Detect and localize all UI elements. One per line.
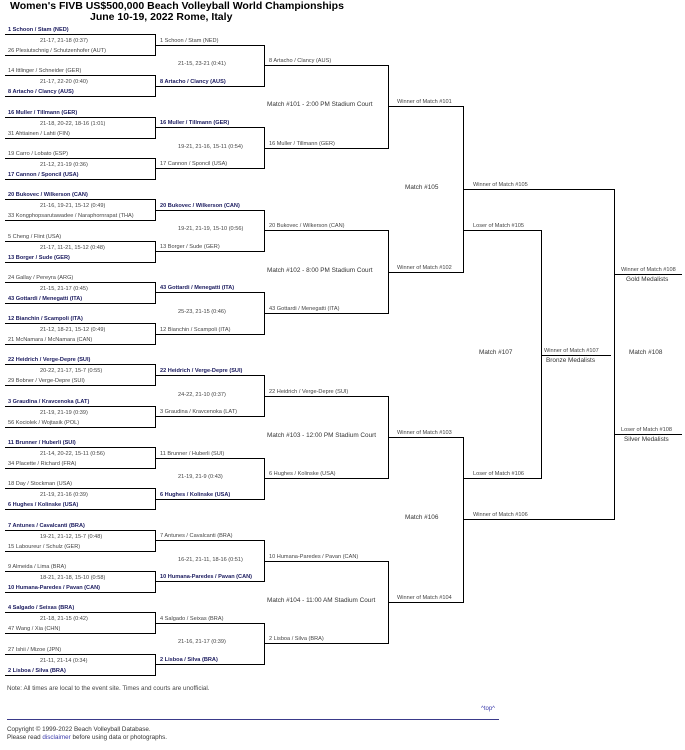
match-line-bottom — [155, 416, 264, 417]
match-line-top — [5, 447, 155, 448]
match-info: Match #104 - 11:00 AM Stadium Court — [267, 597, 376, 605]
team-entry: 12 Bianchin / Scampoli (ITA) — [160, 326, 231, 333]
team-entry: 22 Heidrich / Verge-Depre (SUI) — [269, 388, 349, 395]
match-score: 20-22, 21-17, 15-7 (0:55) — [40, 368, 103, 375]
match-line-bottom — [5, 385, 155, 386]
team-entry: 4 Salgado / Seixas (BRA) — [160, 615, 224, 622]
team-entry: 16 Muller / Tillmann (GER) — [269, 140, 335, 147]
match-score: 21-15, 21-17 (0:45) — [40, 285, 88, 292]
match-score: 21-16, 21-17 (0:39) — [178, 639, 226, 646]
match-line-bottom — [5, 427, 155, 428]
team-entry: 29 Bobner / Verge-Depre (SUI) — [8, 378, 85, 385]
team-entry: 11 Brunner / Huberli (SUI) — [8, 440, 76, 446]
match-score: 21-11, 21-14 (0:34) — [40, 657, 88, 664]
team-entry: 13 Borger / Sude (GER) — [160, 244, 220, 250]
medal-label: Gold Medalists — [626, 276, 669, 284]
team-entry: 27 Ishii / Mizoe (JPN) — [8, 646, 62, 653]
team-entry: 7 Antunes / Cavalcanti (BRA) — [8, 522, 85, 529]
final-connector — [614, 189, 615, 520]
page-subtitle: June 10-19, 2022 Rome, Italy — [90, 11, 233, 23]
team-entry: 33 Kongphopsarutawadee / Naraphornrapat (THA) — [8, 213, 134, 220]
match-score: 21-19, 21-16 (0:39) — [40, 492, 88, 499]
match-line-bottom — [5, 55, 155, 56]
match-line-top — [264, 396, 388, 397]
team-entry: 56 Kociolek / Wojtasik (POL) — [8, 419, 80, 426]
match-line-top — [5, 199, 155, 200]
team-entry: 7 Antunes / Cavalcanti (BRA) — [160, 533, 233, 540]
match-score: 21-12, 21-19 (0:36) — [40, 161, 88, 168]
match-score: 21-15, 23-21 (0:41) — [178, 61, 226, 68]
match-line-top — [264, 65, 388, 66]
match-line-top — [264, 230, 388, 231]
match-line-bottom — [5, 138, 155, 139]
team-entry: 20 Bukovec / Wilkerson (CAN) — [269, 223, 345, 230]
medal-label: Silver Medalists — [624, 436, 669, 444]
match-line-top — [5, 241, 155, 242]
match-line-bottom — [5, 179, 155, 180]
match-line-top — [5, 530, 155, 531]
disclaimer-suffix: before using data or photographs. — [70, 734, 167, 741]
match-line-bottom — [5, 675, 155, 676]
team-entry: 1 Schoon / Stam (NED) — [160, 37, 219, 44]
match-score: 21-19, 21-9 (0:43) — [178, 474, 223, 481]
match-score: 21-12, 18-21, 15-12 (0:49) — [40, 327, 106, 334]
match-line-top — [388, 437, 463, 438]
top-link[interactable]: ^top^ — [481, 706, 495, 712]
team-entry: 19 Carro / Lobato (ESP) — [8, 150, 69, 157]
slot-label: Winner of Match #103 — [397, 429, 452, 436]
match-score: 16-21, 21-11, 18-16 (0:51) — [178, 556, 243, 563]
footer-divider — [7, 719, 499, 720]
match-line-top — [155, 45, 264, 46]
team-entry: 6 Hughes / Kolinske (USA) — [8, 502, 79, 509]
match-line-bottom — [155, 86, 264, 87]
team-entry: 18 Day / Stockman (USA) — [8, 481, 73, 488]
match-line-bottom — [5, 551, 155, 552]
team-entry: 9 Almeida / Lima (BRA) — [8, 563, 67, 570]
team-entry: 2 Lisboa / Silva (BRA) — [269, 636, 324, 643]
match-line-top — [5, 282, 155, 283]
slot-label: Loser of Match #105 — [473, 223, 524, 230]
team-entry: 34 Placette / Richard (FRA) — [8, 461, 77, 467]
team-entry: 6 Hughes / Kolinske (USA) — [160, 491, 231, 498]
gold-line — [614, 274, 682, 275]
loser-106-line — [463, 478, 541, 479]
match-line-bottom — [264, 478, 388, 479]
team-entry: 12 Bianchin / Scampoli (ITA) — [8, 316, 83, 323]
match-info: Match #105 — [405, 184, 439, 192]
team-entry: 22 Heidrich / Verge-Depre (SUI) — [8, 357, 91, 364]
slot-label: Winner of Match #101 — [397, 99, 452, 106]
match-score: 19-21, 21-19, 15-10 (0:56) — [178, 226, 244, 233]
match-info: Match #103 - 12:00 PM Stadium Court — [267, 431, 377, 439]
slot-label: Winner of Match #104 — [397, 595, 452, 602]
team-entry: 3 Graudina / Kravcenoka (LAT) — [160, 409, 238, 416]
match-line-bottom — [5, 592, 155, 593]
winner-106-line — [463, 519, 614, 520]
team-entry: 24 Gallay / Pereyra (ARG) — [8, 274, 74, 281]
team-entry: 20 Bukovec / Wilkerson (CAN) — [8, 192, 88, 199]
team-entry: 5 Cheng / Flint (USA) — [8, 233, 62, 240]
match-info: Match #102 - 8:00 PM Stadium Court — [267, 266, 373, 274]
match-line-top — [5, 117, 155, 118]
team-entry: 43 Gottardi / Menegatti (ITA) — [269, 305, 340, 312]
match-line-top — [155, 292, 264, 293]
team-entry: 16 Muller / Tillmann (GER) — [8, 109, 78, 116]
match-line-bottom — [5, 509, 155, 510]
slot-label: Loser of Match #106 — [473, 471, 524, 478]
slot-label: Winner of Match #108 — [621, 267, 676, 274]
match-line-top — [5, 406, 155, 407]
slot-label: Winner of Match #102 — [397, 264, 452, 271]
match-line-bottom — [155, 168, 264, 169]
match-line-bottom — [388, 602, 463, 603]
match-line-bottom — [388, 272, 463, 273]
match-info: Match #107 — [479, 349, 513, 357]
team-entry: 6 Hughes / Kolinske (USA) — [269, 471, 336, 478]
match-line-top — [155, 375, 264, 376]
match-line-bottom — [264, 313, 388, 314]
team-entry: 47 Wang / Xia (CHN) — [8, 626, 61, 633]
slot-label: Winner of Match #106 — [473, 512, 528, 519]
match-line-top — [5, 323, 155, 324]
team-entry: 13 Borger / Sude (GER) — [8, 254, 70, 261]
team-entry: 8 Artacho / Clancy (AUS) — [8, 89, 74, 96]
team-entry: 31 Ahtiainen / Lahti (FIN) — [8, 130, 70, 137]
match-line-top — [155, 540, 264, 541]
team-entry: 2 Lisboa / Silva (BRA) — [160, 657, 218, 663]
match-line-top — [155, 623, 264, 624]
match-line-bottom — [155, 499, 264, 500]
match-line-bottom — [264, 148, 388, 149]
team-entry: 17 Cannon / Sponcil (USA) — [8, 171, 79, 178]
team-entry: 43 Gottardi / Menegatti (ITA) — [8, 295, 83, 302]
team-entry: 26 Plesiutschnig / Schutzenhofer (AUT) — [8, 48, 106, 54]
loser-105-line — [463, 230, 541, 231]
page-title: Women's FIVB US$500,000 Beach Volleyball World Championships — [10, 0, 344, 12]
copyright-text: Copyright © 1999-2022 Beach Volleyball Database. — [7, 726, 151, 733]
team-entry: 15 Laboureur / Schulz (GER) — [8, 543, 81, 550]
match-line-bottom — [5, 220, 155, 221]
match-line-bottom — [5, 633, 155, 634]
match-line-bottom — [155, 581, 264, 582]
match-line-bottom — [264, 643, 388, 644]
slot-label: Winner of Match #105 — [473, 182, 528, 189]
team-entry: 14 Ittlinger / Schneider (GER) — [8, 68, 82, 75]
team-entry: 20 Bukovec / Wilkerson (CAN) — [160, 202, 240, 209]
team-entry: 22 Heidrich / Verge-Depre (SUI) — [160, 367, 243, 374]
team-entry: 4 Salgado / Seixas (BRA) — [8, 605, 75, 612]
team-entry: 43 Gottardi / Menegatti (ITA) — [160, 285, 235, 292]
silver-line — [614, 434, 682, 435]
match-line-top — [5, 571, 155, 572]
match-line-bottom — [5, 303, 155, 304]
team-entry: 11 Brunner / Huberli (SUI) — [160, 450, 225, 457]
match-info: Match #101 - 2:00 PM Stadium Court — [267, 101, 373, 109]
match-line-top — [155, 210, 264, 211]
disclaimer-line — [7, 734, 167, 741]
match-score: 19-21, 21-16, 15-11 (0:54) — [178, 143, 243, 150]
match-score: 21-18, 20-22, 18-16 (1:01) — [40, 120, 106, 127]
match-line-top — [5, 75, 155, 76]
medal-label: Bronze Medalists — [546, 357, 596, 365]
match-score: 21-16, 19-21, 15-12 (0:49) — [40, 203, 106, 210]
match-line-top — [5, 34, 155, 35]
match-score: 21-17, 21-18 (0:37) — [40, 38, 88, 44]
match-score: 19-21, 21-12, 15-7 (0:48) — [40, 533, 103, 540]
match-score: 21-14, 20-22, 15-11 (0:56) — [40, 451, 105, 457]
match-line-top — [388, 106, 463, 107]
disclaimer-prefix: Please read — [7, 734, 43, 741]
slot-label: Loser of Match #108 — [621, 427, 672, 434]
match-line-top — [5, 488, 155, 489]
team-entry: 10 Humana-Paredes / Pavan (CAN) — [160, 574, 253, 581]
winner-105-line — [463, 189, 614, 190]
team-entry: 2 Lisboa / Silva (BRA) — [8, 667, 66, 674]
team-entry: 10 Humana-Paredes / Pavan (CAN) — [269, 553, 359, 560]
match-score: 21-17, 11-21, 15-12 (0:48) — [40, 244, 105, 251]
team-entry: 1 Schoon / Stam (NED) — [8, 27, 69, 33]
match-line-top — [5, 158, 155, 159]
match-line-top — [155, 458, 264, 459]
bronze-line — [541, 355, 611, 356]
match-score: 18-21, 21-18, 15-10 (0:58) — [40, 574, 106, 581]
match-score: 24-22, 21-10 (0:37) — [178, 391, 226, 398]
match-line-top — [5, 612, 155, 613]
team-entry: 17 Cannon / Sponcil (USA) — [160, 161, 228, 168]
match-score: 21-17, 22-20 (0:40) — [40, 79, 88, 86]
disclaimer-link[interactable]: disclaimer — [42, 734, 71, 741]
match-score: 21-19, 21-19 (0:39) — [40, 409, 88, 416]
team-entry: 3 Graudina / Kravcenoka (LAT) — [8, 398, 90, 405]
team-entry: 16 Muller / Tillmann (GER) — [160, 120, 230, 127]
team-entry: 21 McNamara / McNamara (CAN) — [8, 337, 93, 344]
slot-label: Winner of Match #107 — [544, 348, 599, 355]
note-text: Note: All times are local to the event site. Times and courts are unofficial. — [7, 685, 210, 692]
match-line-top — [155, 127, 264, 128]
match-line-top — [5, 654, 155, 655]
match-line-bottom — [155, 334, 264, 335]
match-line-bottom — [5, 468, 155, 469]
match-score: 25-23, 21-15 (0:46) — [178, 308, 226, 315]
match-line-bottom — [155, 664, 264, 665]
match-line-top — [264, 561, 388, 562]
match-line-bottom — [5, 262, 155, 263]
match-score: 21-18, 21-15 (0:42) — [40, 616, 88, 623]
team-entry: 8 Artacho / Clancy (AUS) — [160, 78, 226, 85]
match-line-bottom — [5, 344, 155, 345]
match-info: Match #106 — [405, 514, 439, 522]
match-line-bottom — [155, 251, 264, 252]
match-line-bottom — [5, 96, 155, 97]
match-line-top — [5, 364, 155, 365]
match-info: Match #108 — [629, 349, 663, 357]
team-entry: 8 Artacho / Clancy (AUS) — [269, 58, 332, 65]
team-entry: 10 Humana-Paredes / Pavan (CAN) — [8, 584, 101, 591]
